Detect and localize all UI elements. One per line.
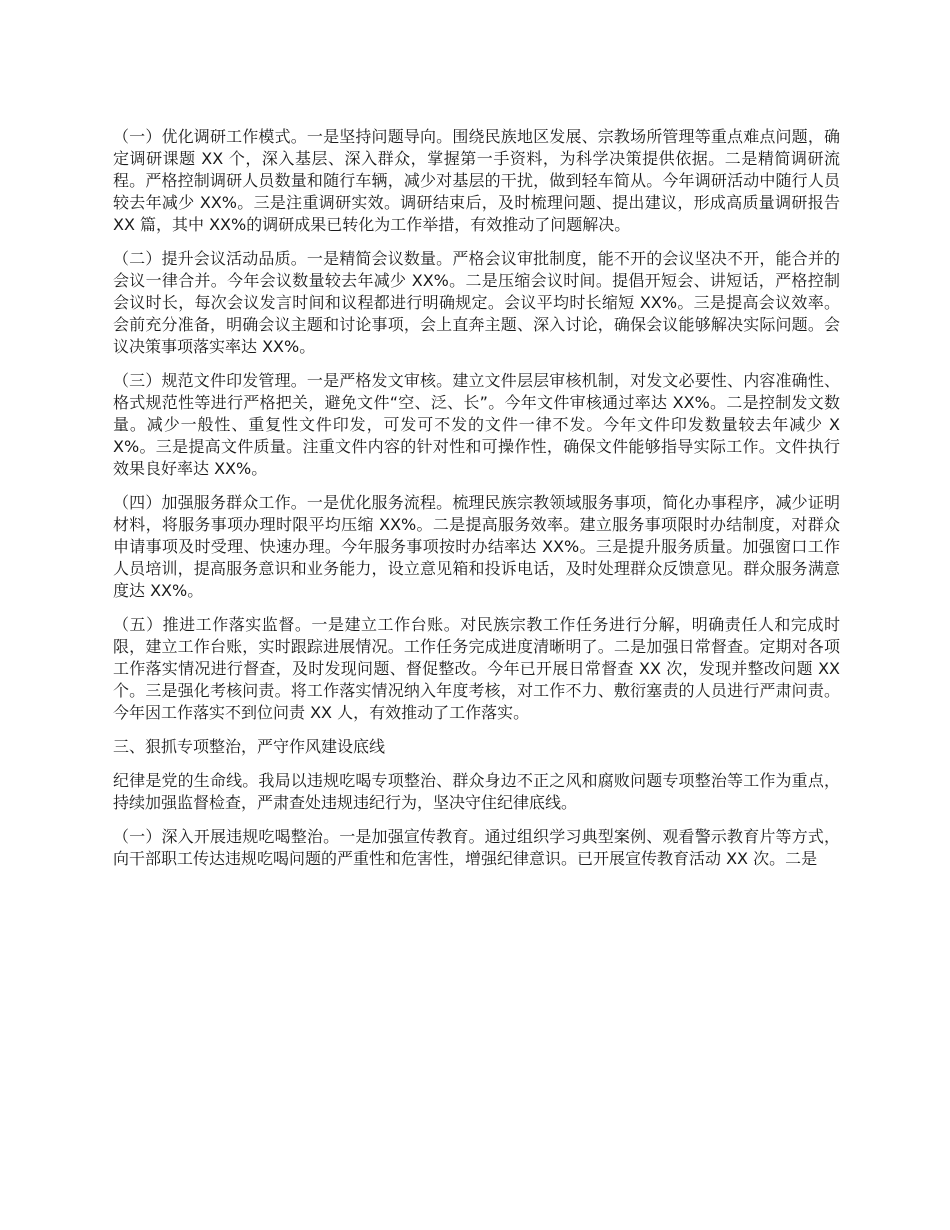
paragraph-document-management: （三）规范文件印发管理。一是严格发文审核。建立文件层层审核机制，对发文必要性、内容准确性、格式规范性等进行严格把关，避免文件“空、泛、长”。今年文件审核通过率达 XX%。二是控制发文数量。减少一般性、重复性文件印发，可发可不发的文件一律不发。今年文件印发数量较去年减少 XX%。三是提高文件质量。注重文件内容的针对性和可操作性，确保文件能够指导实际工作。文件执行效果良好率达 XX%。 bbox=[113, 371, 840, 478]
paragraph-meeting-quality: （二）提升会议活动品质。一是精简会议数量。严格会议审批制度，能不开的会议坚决不开，能合并的会议一律合并。今年会议数量较去年减少 XX%。二是压缩会议时间。提倡开短会、讲短话，严格控制会议时长，每次会议发言时间和议程都进行明确规定。会议平均时长缩短 XX%。三是提高会议效率。会前充分准备，明确会议主题和讨论事项，会上直奔主题、深入讨论，确保会议能够解决实际问题。会议决策事项落实率达 XX%。 bbox=[113, 249, 840, 356]
paragraph-dining-rectification: （一）深入开展违规吃喝整治。一是加强宣传教育。通过组织学习典型案例、观看警示教育片等方式，向干部职工传达违规吃喝问题的严重性和危害性，增强纪律意识。已开展宣传教育活动 XX 次。二是 bbox=[113, 827, 840, 868]
paragraph-research-mode: （一）优化调研工作模式。一是坚持问题导向。围绕民族地区发展、宗教场所管理等重点难点问题，确定调研课题 XX 个，深入基层、深入群众，掌握第一手资料，为科学决策提供依据。二是精简调研流程。严格控制调研人员数量和随行车辆，减少对基层的干扰，做到轻车简从。今年调研活动中随行人员较去年减少 XX%。三是注重调研实效。调研结束后，及时梳理问题、提出建议，形成高质量调研报告 XX 篇，其中 XX%的调研成果已转化为工作举措，有效推动了问题解决。 bbox=[113, 127, 840, 234]
paragraph-discipline-lifeline: 纪律是党的生命线。我局以违规吃喝专项整治、群众身边不正之风和腐败问题专项整治等工作为重点，持续加强监督检查，严肃查处违规违纪行为，坚决守住纪律底线。 bbox=[113, 771, 840, 812]
paragraph-serve-public: （四）加强服务群众工作。一是优化服务流程。梳理民族宗教领域服务事项，简化办事程序，减少证明材料，将服务事项办理时限平均压缩 XX%。二是提高服务效率。建立服务事项限时办结制度，对群众申请事项及时受理、快速办理。今年服务事项按时办结率达 XX%。三是提升服务质量。加强窗口工作人员培训，提高服务意识和业务能力，设立意见箱和投诉电话，及时处理群众反馈意见。群众服务满意度达 XX%。 bbox=[113, 493, 840, 600]
section-heading-special-rectification: 三、狠抓专项整治，严守作风建设底线 bbox=[113, 737, 386, 756]
paragraph-implementation-supervision: （五）推进工作落实监督。一是建立工作台账。对民族宗教工作任务进行分解，明确责任人和完成时限，建立工作台账，实时跟踪进展情况。工作任务完成进度清晰明了。二是加强日常督查。定期对各项工作落实情况进行督查，及时发现问题、督促整改。今年已开展日常督查 XX 次，发现并整改问题 XX 个。三是强化考核问责。将工作落实情况纳入年度考核，对工作不力、敷衍塞责的人员进行严肃问责。今年因工作落实不到位问责 XX 人，有效推动了工作落实。 bbox=[113, 615, 840, 722]
document-body bbox=[113, 126, 840, 882]
